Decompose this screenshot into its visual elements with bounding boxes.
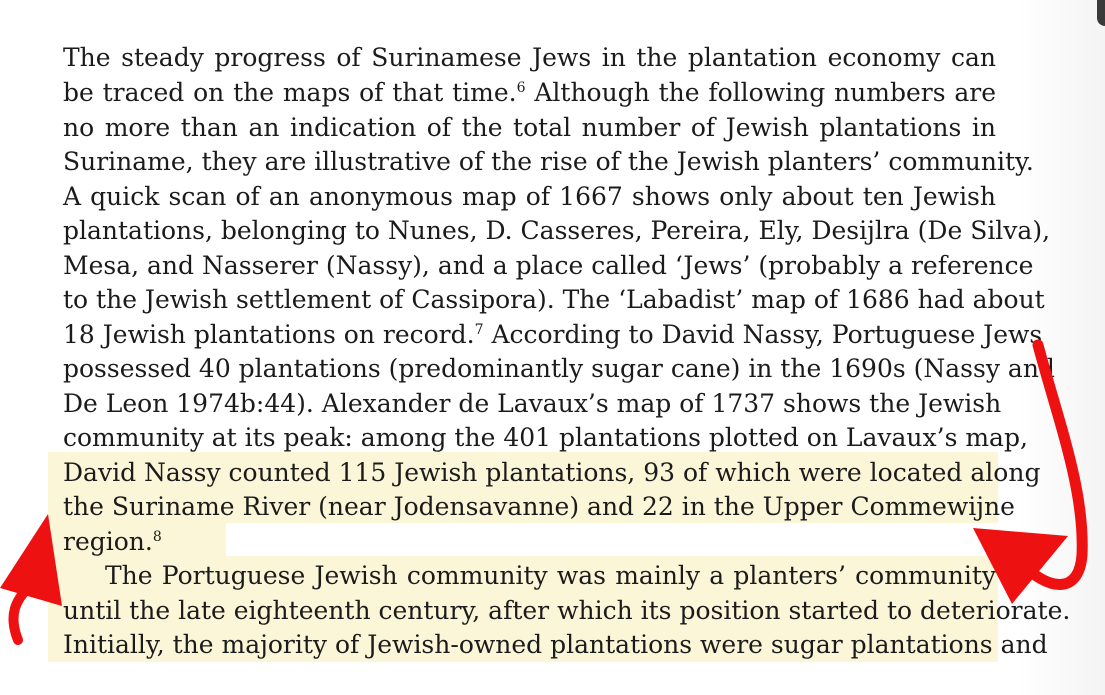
text-line: region.$^8$ [63,527,162,556]
text-line: Mesa, and Nasserer (Nassy), and a place called ‘Jews’ (probably a reference [63,251,1034,280]
text-line: The Portuguese Jewish community was mainly a planters’ community [105,561,996,590]
text-line: to the Jewish settlement of Cassipora). The ‘Labadist’ map of 1686 had about [63,285,1045,314]
text-line: David Nassy counted 115 Jewish plantations, 93 of which were located along [63,458,1041,487]
text-line: De Leon 1974b:44). Alexander de Lavaux’s map of 1737 shows the Jewish [63,389,1002,418]
text-line: be traced on the maps of that time.$^6$ Although the following numbers are [63,78,996,107]
right-arrow-icon [973,345,1082,604]
text-line: until the late eighteenth century, after which its position started to deteriorate. [63,596,1071,625]
text-line: The steady progress of Surinamese Jews in the plantation economy can [63,43,996,72]
text-line: Initially, the majority of Jewish-owned plantations were sugar plantations and [63,630,1048,659]
text-line: 18 Jewish plantations on record.$^7$ According to David Nassy, Portuguese Jews [63,320,1043,349]
left-arrow-icon [0,514,62,640]
footnote-ref[interactable]: 7 [474,322,484,338]
text-line: community at its peak: among the 401 plantations plotted on Lavaux’s map, [63,423,1028,452]
text-line: the Suriname River (near Jodensavanne) and 22 in the Upper Commewijne [63,492,1015,521]
footnote-ref[interactable]: 6 [516,80,526,96]
text-line: possessed 40 plantations (predominantly sugar cane) in the 1690s (Nassy and [63,354,1055,383]
text-line: A quick scan of an anonymous map of 1667 shows only about ten Jewish [63,182,996,211]
text-line: no more than an indication of the total number of Jewish plantations in [63,113,996,142]
footnote-ref[interactable]: 8 [152,529,162,545]
text-line: plantations, belonging to Nunes, D. Casseres, Pereira, Ely, Desijlra (De Silva), [63,216,1051,245]
text-line: Suriname, they are illustrative of the rise of the Jewish planters’ community. [63,147,1034,176]
